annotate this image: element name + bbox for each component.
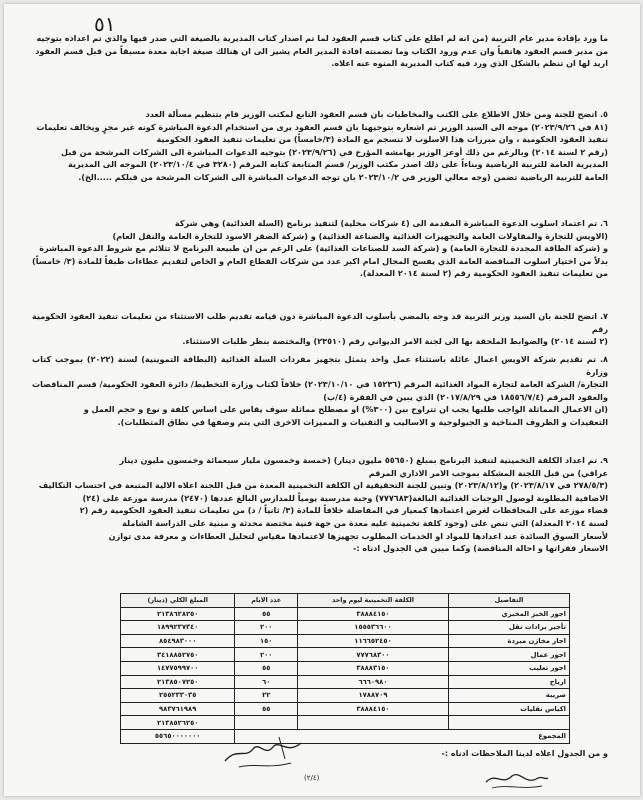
paragraph-intro (32, 32, 608, 70)
cost-estimate-table (120, 593, 570, 744)
text-line: المديرية العامة للتربية الرياضية وبناءاً على ذلك اصدر مكتب الوزير/ قسم المتابعة كتابه المرقم (٣٢٨٠ في ٢٠٢٣/١٠/٤) الموجه الى المديرية (68, 159, 608, 170)
table-cell: ٦٦٦٠٩٨٠ (298, 675, 449, 689)
table-cell: ٨٥٤٩٨٣٠٠٠ (121, 634, 235, 648)
signature-right (482, 766, 552, 792)
document-page (4, 4, 640, 796)
table-cell: اجور تعليب (448, 661, 569, 675)
text-line: (٢ لسنة ٢٠١٤) والضوابط الملحقة بها الى لجنة الامر الديواني رقم (٢٣٥١٠) والمختصة بنظر طلبات الاستثناء. (182, 336, 608, 347)
text-line: (٨١ في ٢٠٢٣/٩/٢٦) موجه الى السيد الوزير تم اشعاره بتوجيهنا بان قسم العقود يرى من استخدام الدعوة المباشرة كونه غير مجزٍ ويخالف تعليمات (36, 121, 608, 132)
text-line: لأسعار السوق السائدة عند اعدادها للمواد او الخدمات المطلوب تجهيزها لاعتمادها مقياس لتحليل العطاءات و معرفة مدى توازن (108, 530, 608, 541)
table-cell: ٢١٣٨٦٢٨٢٥٠ (121, 607, 235, 621)
table-cell: ١٥٥٥٣٦٦٠٠ (298, 621, 449, 635)
table-cell: ٣٨٨٨٤١٥٠ (298, 702, 449, 716)
column-header: الكلفة التخمينية ليوم واحد (298, 594, 449, 608)
table-cell: اجار مخازن مبردة (448, 634, 569, 648)
signature-left (219, 729, 309, 774)
table-cell: ٦٠ (235, 675, 298, 689)
table-cell: ٢١٣٨٥٠٧٢٥٠ (121, 675, 235, 689)
table-cell: ١١٦٦٥٢٤٥٠ (298, 634, 449, 648)
table-cell (235, 716, 298, 730)
text-line: (ان الاعمال المماثلة الواجب طلبها يجب ان تتراوح بين (٣٠٠%) او مصطلح مماثلة سوف يقاس على اساس كلفة و نوع و حجم العمل و (83, 404, 608, 415)
table-cell: ١٧٨٨٧٠٩ (298, 689, 449, 703)
text-line: تنفيذ العقود الحكومية ، وان مبررات هذا الاسلوب لا تنسجم مع المادة (٣/خامساً) من تعليمات تنفيذ العقود الحكومية (156, 134, 608, 145)
table-cell: ١٤٧٧٥٩٩٧٠٠ (121, 661, 235, 675)
table-row (121, 716, 570, 730)
table-cell: ١٥٠ (235, 634, 298, 648)
paragraph-7 (32, 310, 608, 348)
text-line: (الاويس للتجارة والمقاولات العامة والتجهيزات الغذائية والصناعة الغذائية) و (شركة الصقر الاسود للتجارة العامة والنقل العام) (112, 230, 608, 241)
table-cell: ٣٨٨٨٣١٥٠ (298, 661, 449, 675)
text-line: (رقم ٢ لسنة ٢٠١٤) وبالرغم من ذلك أوعز الوزير بهامشه المؤرخ في (٢٠٢٣/٩/٢٦) بتوجيه الدعوات المباشرة الى الشركات المرشحة من قبل (60, 146, 608, 157)
text-line: ٩. تم اعداد الكلفة التخمينية لتنفيذ البرنامج بمبلغ (٥٥٦٥٠ مليون دينار) (خمسة وخمسون مليار سبعمائة وخمسون مليون دينار (119, 455, 608, 465)
text-line: ٦. تم اعتماد اسلوب الدعوة المباشرة المقدمة الى (٤ شركات محلية) لتنفيذ برنامج (السلة الغذائية) وهي شركة (174, 218, 608, 228)
table-row (121, 675, 570, 689)
paragraph-9 (32, 454, 608, 555)
table-cell: ٩٨٣٧٦١٩٨٩ (121, 702, 235, 716)
paragraph-6 (32, 217, 608, 280)
table-cell: ٧٧٧٦٨٣٠٠ (298, 648, 449, 662)
table-cell: ٢٢ (235, 689, 298, 703)
text-line: و (شركة الطاقة المجددة للتجارة العامة) و (شركة السد للصناعات الغذائية) على الرغم من ان طبيعة البرنامج لا تتلائم مع شروط الدعوة المباشرة (39, 243, 608, 254)
text-line: من مدير قسم العقود هاتفياً وان عدم ورود الكتاب وما تضمنته افادة المدير العام يشير الى ان هنالك صيغة اجابة معدة مسبقاً من قبل قسم العقود (35, 45, 608, 56)
table-cell: صريبة (448, 689, 569, 703)
text-line: ٥. اتضح للجنة ومن خلال الاطلاع على الكتب والمخاطبات بان قسم العقود التابع لمكتب الوزير قام بتنظيم مسألة العدد (145, 109, 608, 119)
cost-estimate-table-wrapper (120, 593, 570, 744)
table-row (121, 689, 570, 703)
table-row (121, 661, 570, 675)
column-header: المبلغ الكلي (دينار) (121, 594, 235, 608)
table-cell: ٣٨٨٨٤١٥٠ (298, 607, 449, 621)
total-label: المجموع (235, 729, 570, 743)
footer-note: و من الجدول اعلاه لدينا الملاحظات ادناه :- (441, 749, 608, 758)
text-line: من تعليمات تنفيذ العقود الحكومية رقم (٢ لسنة ٢٠١٤ المعدلة). (359, 268, 608, 279)
text-line: لسنة ٢٠١٤ المعدلة) التي تنص على (وجود كلفة تخمينية عليه معدة من جهة فنية مختصة محدثة و مبنية على الدراسة الشاملة (122, 517, 608, 528)
column-header: التفاصيل (448, 594, 569, 608)
table-total-row (121, 729, 570, 743)
text-line: (٢٧٨/٥/٣ في ٢٠٢٣/٨/١٧) و(٢٠٢٣/٨/١٢) وتبين للجنة التحقيقية ان الكلفة التخمينية المعدة من قبل اللجنة اعلاه الالية المتبعة في احتساب التكاليف (38, 480, 608, 491)
table-row (121, 634, 570, 648)
table-cell: ٢١٣٨٥٢٦٢٥٠ (121, 716, 235, 730)
text-line: الاسعار فقراتها و احالة المناقصة) وكما مبين في الجدول ادناه :- (352, 543, 608, 554)
table-cell: ٢٥٥٢٣٣٠٣٥ (121, 689, 235, 703)
text-line: عراقي) من قبل اللجنة المشكلة بموجب الامر الاداري المرقم (368, 467, 608, 478)
table-row (121, 702, 570, 716)
table-cell: ٥٥ (235, 607, 298, 621)
table-cell (298, 716, 449, 730)
text-line: ما ورد بإفادة مدير عام التربية (من انه لم اطلع على كتاب قسم العقود لما تم اصدار كتاب المديرية بالصيغة التي صدر فيها والذي تم اعداده بتوجيه (36, 33, 608, 43)
table-cell: ٣٤١٨٨٥٢٧٥٠ (121, 648, 235, 662)
table-row (121, 621, 570, 635)
table-cell (448, 716, 569, 730)
text-line: ٨. تم تقديم شركة الاويس اعمال عائلة باستثناء عمل واحد يتمثل بتجهيز مفردات السلة الغذائية (البطاقة التموينية) لسنة (٢٠٢٢) بموجب كتاب وزارة (32, 354, 608, 377)
table-header-row (121, 594, 570, 608)
table-cell: ٢٠٠ (235, 648, 298, 662)
text-line: ٧. اتضح للجنة بان السيد وزير التربية قد وجه بالمضي بأسلوب الدعوة المباشرة دون قيامه تقديم طلب الاستثناء من تعليمات تنفيذ العقود الحكومية رقم (32, 311, 608, 334)
table-cell: تأجير برادات نقل (448, 621, 569, 635)
text-line: التعقيدات و الظروف المناخية و الجيولوجية و الاساليب و التقنيات و المميزات الاخرى التي يتم وصفها في نطاق المتطلبات). (117, 416, 608, 427)
table-cell: اجور الخبز المخبري (448, 607, 569, 621)
table-row (121, 607, 570, 621)
text-line: التجارة/ الشركة العامة لتجارة المواد الغذائية المرقم (١٥٢٣٦ في ٢٠٢٣/١٠/١٠) خلافاً لكتاب وزارة التخطيط/ دائرة العقود الحكومية/ قسم المناقصات (31, 379, 608, 390)
paragraph-5 (32, 108, 608, 184)
column-header: عدد الايام (235, 594, 298, 608)
text-line: الاضافية المطلوبة لوصول الوجبات الغذائية البالغة(٧٧٧٦٨٣) وجبة مدرسية يومياً للمدارس البالغ عددها (٢٤٧٠) مدرسة موزعة على (٢٤) (82, 492, 608, 503)
table-cell: ٥٥ (235, 702, 298, 716)
table-cell: اكياس نقليات (448, 702, 569, 716)
text-line: العامة للتربية الرياضية تضمن (وجه معالي الوزير في ٢٠٢٣/١٠/٢ بان توجه الدعوات المباشرة الى الشركات المرشحة من قبلكم .....الخ). (78, 171, 608, 182)
table-cell: اجور عمال (448, 648, 569, 662)
table-cell: ١٨٩٩٢٣٧٣٤٠ (121, 621, 235, 635)
table-row (121, 648, 570, 662)
text-line: والعقود المرقم (١٨٥٥٦/٧/٤ في ٢٠١٧/٨/٢٩) الذي يبين في الفقرة (٤/ب) (323, 391, 608, 402)
table-cell: ٢٠٠ (235, 621, 298, 635)
page-footer-number: (٢/٤) (304, 774, 320, 782)
text-line: بدلاً من اختيار اسلوب المناقصة العامة الذي يفسح المجال امام اكبر عدد من شركات القطاع العام و الخاص لتقديم عطاءات طبقاً للمادة (٣/ خامساً) (32, 255, 608, 266)
text-line: قضاء موزعة على المحافظات لغرض اعتمادها كمعيار في المفاضلة خلافاً للمادة (٣/ ثانياً / د) من تعليمات تنفيذ العقود الحكومية رقم (٢ (79, 505, 608, 516)
total-value: ٥٥٦٥٠٠٠٠٠٠٠ (121, 729, 235, 743)
page-number: ٥١ (94, 12, 116, 36)
table-cell: ٥٥ (235, 661, 298, 675)
paragraph-8 (32, 353, 608, 429)
table-cell: ارباح (448, 675, 569, 689)
text-line: اريد لها ان تنظم بالشكل الذي ورد فيه كتاب المديرية المنوه عنه اعلاه. (331, 58, 608, 69)
